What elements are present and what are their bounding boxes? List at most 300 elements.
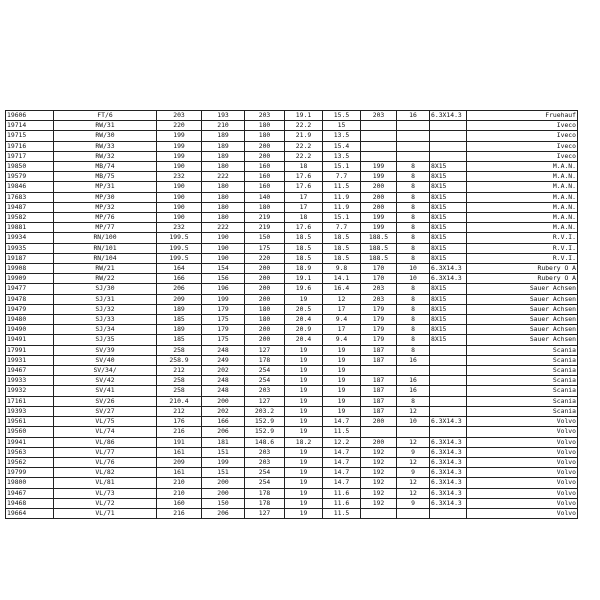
- model-code-cell: VL/71: [54, 508, 157, 518]
- dimension-e-cell: 18.5: [323, 253, 361, 263]
- dimension-a-cell: 212: [157, 406, 202, 416]
- hole-size-cell: 8X15: [430, 172, 467, 182]
- manufacturer-cell: M.A.N.: [467, 202, 578, 212]
- dimension-c-cell: 180: [245, 304, 285, 314]
- holes-cell: 8: [397, 345, 430, 355]
- part-number-cell: 19941: [6, 437, 54, 447]
- hole-size-cell: 8X15: [430, 335, 467, 345]
- manufacturer-cell: Volvo: [467, 488, 578, 498]
- pitch-circle-cell: 187: [361, 355, 397, 365]
- manufacturer-cell: Scania: [467, 366, 578, 376]
- holes-cell: 8: [397, 396, 430, 406]
- pitch-circle-cell: 203: [361, 284, 397, 294]
- pitch-circle-cell: 199: [361, 213, 397, 223]
- dimension-d-cell: 17: [285, 202, 323, 212]
- holes-cell: 8: [397, 223, 430, 233]
- table-row: [6, 233, 578, 243]
- model-code-cell: SV/26: [54, 396, 157, 406]
- holes-cell: 10: [397, 274, 430, 284]
- part-number-cell: 19909: [6, 274, 54, 284]
- hole-size-cell: 6.3X14.3: [430, 478, 467, 488]
- dimension-a-cell: 199.5: [157, 233, 202, 243]
- pitch-circle-cell: 179: [361, 315, 397, 325]
- holes-cell: 9: [397, 447, 430, 457]
- pitch-circle-cell: 200: [361, 182, 397, 192]
- dimension-c-cell: 127: [245, 345, 285, 355]
- dimension-b-cell: 180: [202, 192, 245, 202]
- pitch-circle-cell: 200: [361, 437, 397, 447]
- part-number-cell: 19799: [6, 468, 54, 478]
- holes-cell: 16: [397, 376, 430, 386]
- dimension-b-cell: 151: [202, 468, 245, 478]
- dimension-a-cell: 210: [157, 478, 202, 488]
- dimension-a-cell: 210.4: [157, 396, 202, 406]
- part-number-cell: 19932: [6, 386, 54, 396]
- part-number-cell: 19560: [6, 427, 54, 437]
- dimension-c-cell: 152.9: [245, 417, 285, 427]
- part-number-cell: 19490: [6, 325, 54, 335]
- part-number-cell: 19714: [6, 121, 54, 131]
- part-number-cell: 19881: [6, 223, 54, 233]
- pitch-circle-cell: [361, 121, 397, 131]
- hole-size-cell: [430, 141, 467, 151]
- dimension-d-cell: 22.2: [285, 151, 323, 161]
- dimension-e-cell: 19: [323, 366, 361, 376]
- dimension-d-cell: 19: [285, 447, 323, 457]
- dimension-b-cell: 150: [202, 498, 245, 508]
- dimension-c-cell: 178: [245, 498, 285, 508]
- part-number-cell: 19935: [6, 243, 54, 253]
- dimension-b-cell: 180: [202, 162, 245, 172]
- hole-size-cell: [430, 376, 467, 386]
- part-number-cell: 19477: [6, 284, 54, 294]
- hole-size-cell: 8X15: [430, 233, 467, 243]
- dimension-e-cell: 12.2: [323, 437, 361, 447]
- manufacturer-cell: Rubery O A: [467, 264, 578, 274]
- dimension-a-cell: 161: [157, 468, 202, 478]
- manufacturer-cell: Volvo: [467, 427, 578, 437]
- holes-cell: [397, 131, 430, 141]
- holes-cell: 12: [397, 478, 430, 488]
- pitch-circle-cell: 192: [361, 478, 397, 488]
- table-row: [6, 406, 578, 416]
- dimension-b-cell: 156: [202, 274, 245, 284]
- dimension-c-cell: 254: [245, 366, 285, 376]
- part-number-cell: 19931: [6, 355, 54, 365]
- dimension-a-cell: 199.5: [157, 253, 202, 263]
- table-row: [6, 376, 578, 386]
- hole-size-cell: [430, 366, 467, 376]
- hole-size-cell: [430, 427, 467, 437]
- dimension-c-cell: 200: [245, 274, 285, 284]
- dimension-d-cell: 19.1: [285, 111, 323, 121]
- manufacturer-cell: Scania: [467, 376, 578, 386]
- table-row: [6, 284, 578, 294]
- table-row: [6, 264, 578, 274]
- manufacturer-cell: Volvo: [467, 457, 578, 467]
- pitch-circle-cell: 170: [361, 274, 397, 284]
- manufacturer-cell: Iveco: [467, 151, 578, 161]
- dimension-c-cell: 140: [245, 192, 285, 202]
- dimension-b-cell: 196: [202, 284, 245, 294]
- part-number-cell: 19582: [6, 213, 54, 223]
- pitch-circle-cell: [361, 131, 397, 141]
- model-code-cell: MP/30: [54, 192, 157, 202]
- dimension-c-cell: 175: [245, 243, 285, 253]
- model-code-cell: VL/76: [54, 457, 157, 467]
- dimension-d-cell: 20.4: [285, 315, 323, 325]
- dimension-d-cell: 19: [285, 427, 323, 437]
- table-row: [6, 274, 578, 284]
- model-code-cell: VL/75: [54, 417, 157, 427]
- dimension-c-cell: 200: [245, 284, 285, 294]
- part-number-cell: 19467: [6, 488, 54, 498]
- part-number-cell: 19716: [6, 141, 54, 151]
- table-row: [6, 213, 578, 223]
- hole-size-cell: 6.3X14.3: [430, 111, 467, 121]
- model-code-cell: SJ/35: [54, 335, 157, 345]
- table-row: [6, 243, 578, 253]
- dimension-c-cell: 200: [245, 294, 285, 304]
- holes-cell: 8: [397, 182, 430, 192]
- model-code-cell: RW/21: [54, 264, 157, 274]
- table-row: [6, 366, 578, 376]
- table-row: [6, 202, 578, 212]
- table-row: [6, 417, 578, 427]
- table-body: [6, 111, 578, 519]
- dimension-b-cell: 154: [202, 264, 245, 274]
- model-code-cell: RW/30: [54, 131, 157, 141]
- table-row: [6, 508, 578, 518]
- table-row: [6, 304, 578, 314]
- dimension-a-cell: 199: [157, 131, 202, 141]
- dimension-a-cell: 212: [157, 366, 202, 376]
- part-number-cell: 19479: [6, 304, 54, 314]
- table-row: [6, 468, 578, 478]
- dimension-d-cell: 17.6: [285, 172, 323, 182]
- hole-size-cell: [430, 345, 467, 355]
- dimension-a-cell: 199: [157, 151, 202, 161]
- table-row: [6, 223, 578, 233]
- holes-cell: 9: [397, 498, 430, 508]
- table-row: [6, 253, 578, 263]
- part-number-cell: 19717: [6, 151, 54, 161]
- hole-size-cell: 6.3X14.3: [430, 457, 467, 467]
- pitch-circle-cell: [361, 141, 397, 151]
- dimension-c-cell: 160: [245, 162, 285, 172]
- table-row: [6, 345, 578, 355]
- dimension-e-cell: 19: [323, 386, 361, 396]
- pitch-circle-cell: 203: [361, 294, 397, 304]
- dimension-b-cell: 175: [202, 335, 245, 345]
- hole-size-cell: [430, 386, 467, 396]
- model-code-cell: RW/22: [54, 274, 157, 284]
- dimension-e-cell: 14.7: [323, 478, 361, 488]
- dimension-a-cell: 258: [157, 386, 202, 396]
- part-number-cell: 19606: [6, 111, 54, 121]
- holes-cell: [397, 141, 430, 151]
- dimension-e-cell: 17: [323, 304, 361, 314]
- dimension-d-cell: 18: [285, 213, 323, 223]
- model-code-cell: SV/41: [54, 386, 157, 396]
- dimension-d-cell: 19.6: [285, 284, 323, 294]
- dimension-c-cell: 200: [245, 151, 285, 161]
- holes-cell: 8: [397, 304, 430, 314]
- dimension-a-cell: 216: [157, 427, 202, 437]
- dimension-d-cell: 18.2: [285, 437, 323, 447]
- dimension-e-cell: 12: [323, 294, 361, 304]
- hole-size-cell: 8X15: [430, 213, 467, 223]
- holes-cell: 10: [397, 417, 430, 427]
- manufacturer-cell: Scania: [467, 345, 578, 355]
- hole-size-cell: 8X15: [430, 294, 467, 304]
- manufacturer-cell: Volvo: [467, 498, 578, 508]
- hole-size-cell: 8X15: [430, 253, 467, 263]
- holes-cell: 8: [397, 284, 430, 294]
- manufacturer-cell: Volvo: [467, 468, 578, 478]
- dimension-a-cell: 166: [157, 274, 202, 284]
- dimension-a-cell: 185: [157, 315, 202, 325]
- holes-cell: 8: [397, 213, 430, 223]
- dimension-d-cell: 19: [285, 386, 323, 396]
- hole-size-cell: 8X15: [430, 162, 467, 172]
- hole-size-cell: 8X15: [430, 192, 467, 202]
- dimension-d-cell: 20.5: [285, 304, 323, 314]
- table-row: [6, 294, 578, 304]
- model-code-cell: SJ/31: [54, 294, 157, 304]
- table-row: [6, 355, 578, 365]
- dimension-e-cell: 9.8: [323, 264, 361, 274]
- dimension-c-cell: 219: [245, 213, 285, 223]
- dimension-a-cell: 160: [157, 498, 202, 508]
- table-row: [6, 335, 578, 345]
- dimension-c-cell: 203: [245, 457, 285, 467]
- model-code-cell: VL/86: [54, 437, 157, 447]
- part-number-cell: 19187: [6, 253, 54, 263]
- dimension-d-cell: 19: [285, 508, 323, 518]
- dimension-a-cell: 199.5: [157, 243, 202, 253]
- manufacturer-cell: Sauer Achsen: [467, 294, 578, 304]
- pitch-circle-cell: 188.5: [361, 253, 397, 263]
- pitch-circle-cell: [361, 427, 397, 437]
- dimension-b-cell: 151: [202, 447, 245, 457]
- dimension-e-cell: 14.7: [323, 457, 361, 467]
- table-row: [6, 121, 578, 131]
- holes-cell: [397, 151, 430, 161]
- pitch-circle-cell: 187: [361, 376, 397, 386]
- model-code-cell: SJ/32: [54, 304, 157, 314]
- hole-size-cell: 6.3X14.3: [430, 437, 467, 447]
- holes-cell: 8: [397, 162, 430, 172]
- pitch-circle-cell: 187: [361, 396, 397, 406]
- dimension-e-cell: 11.9: [323, 192, 361, 202]
- dimension-b-cell: 206: [202, 508, 245, 518]
- manufacturer-cell: M.A.N.: [467, 172, 578, 182]
- part-number-cell: 19467: [6, 366, 54, 376]
- dimension-e-cell: 14.7: [323, 447, 361, 457]
- dimension-d-cell: 19: [285, 366, 323, 376]
- dimension-b-cell: 202: [202, 366, 245, 376]
- hole-size-cell: 6.3X14.3: [430, 488, 467, 498]
- part-number-cell: 17683: [6, 192, 54, 202]
- dimension-b-cell: 189: [202, 141, 245, 151]
- dimension-a-cell: 209: [157, 294, 202, 304]
- dimension-e-cell: 16.4: [323, 284, 361, 294]
- dimension-a-cell: 199: [157, 141, 202, 151]
- dimension-c-cell: 180: [245, 121, 285, 131]
- dimension-c-cell: 148.6: [245, 437, 285, 447]
- pitch-circle-cell: [361, 151, 397, 161]
- model-code-cell: RW/33: [54, 141, 157, 151]
- part-number-cell: 19561: [6, 417, 54, 427]
- part-number-cell: 19664: [6, 508, 54, 518]
- hole-size-cell: [430, 406, 467, 416]
- part-number-cell: 19393: [6, 406, 54, 416]
- dimension-d-cell: 22.2: [285, 121, 323, 131]
- dimension-c-cell: 203: [245, 447, 285, 457]
- dimension-b-cell: 166: [202, 417, 245, 427]
- dimension-a-cell: 190: [157, 213, 202, 223]
- dimension-c-cell: 152.9: [245, 427, 285, 437]
- dimension-c-cell: 203: [245, 386, 285, 396]
- holes-cell: [397, 508, 430, 518]
- dimension-e-cell: 13.5: [323, 131, 361, 141]
- dimension-a-cell: 189: [157, 304, 202, 314]
- holes-cell: 12: [397, 457, 430, 467]
- holes-cell: 8: [397, 202, 430, 212]
- part-number-cell: 19480: [6, 315, 54, 325]
- table-row: [6, 427, 578, 437]
- dimension-a-cell: 190: [157, 202, 202, 212]
- table-row: [6, 437, 578, 447]
- dimension-e-cell: 19: [323, 355, 361, 365]
- dimension-e-cell: 11.5: [323, 508, 361, 518]
- pitch-circle-cell: 187: [361, 406, 397, 416]
- dimension-e-cell: 18.5: [323, 243, 361, 253]
- dimension-e-cell: 7.7: [323, 223, 361, 233]
- dimension-c-cell: 254: [245, 376, 285, 386]
- model-code-cell: SV/40: [54, 355, 157, 365]
- model-code-cell: MP/32: [54, 202, 157, 212]
- model-code-cell: SV/39: [54, 345, 157, 355]
- dimension-a-cell: 232: [157, 223, 202, 233]
- model-code-cell: VL/81: [54, 478, 157, 488]
- holes-cell: 9: [397, 468, 430, 478]
- dimension-c-cell: 254: [245, 478, 285, 488]
- part-number-cell: 17991: [6, 345, 54, 355]
- holes-cell: 16: [397, 386, 430, 396]
- dimension-b-cell: 248: [202, 376, 245, 386]
- dimension-a-cell: 210: [157, 488, 202, 498]
- hole-size-cell: 8X15: [430, 284, 467, 294]
- dimension-d-cell: 19: [285, 498, 323, 508]
- manufacturer-cell: Sauer Achsen: [467, 315, 578, 325]
- dimension-a-cell: 216: [157, 508, 202, 518]
- manufacturer-cell: M.A.N.: [467, 223, 578, 233]
- table-row: [6, 131, 578, 141]
- table-row: [6, 325, 578, 335]
- dimension-d-cell: 19: [285, 376, 323, 386]
- table-row: [6, 478, 578, 488]
- pitch-circle-cell: 179: [361, 325, 397, 335]
- dimension-c-cell: 127: [245, 396, 285, 406]
- pitch-circle-cell: 179: [361, 304, 397, 314]
- part-number-cell: 19850: [6, 162, 54, 172]
- manufacturer-cell: Scania: [467, 396, 578, 406]
- pitch-circle-cell: 200: [361, 417, 397, 427]
- pitch-circle-cell: 203: [361, 111, 397, 121]
- pitch-circle-cell: 192: [361, 447, 397, 457]
- pitch-circle-cell: 199: [361, 162, 397, 172]
- holes-cell: 8: [397, 233, 430, 243]
- holes-cell: 16: [397, 111, 430, 121]
- dimension-b-cell: 180: [202, 202, 245, 212]
- dimension-b-cell: 193: [202, 111, 245, 121]
- parts-spec-table: [5, 110, 578, 519]
- dimension-e-cell: 18.5: [323, 233, 361, 243]
- dimension-b-cell: 200: [202, 488, 245, 498]
- dimension-e-cell: 7.7: [323, 172, 361, 182]
- manufacturer-cell: Sauer Achsen: [467, 304, 578, 314]
- dimension-c-cell: 254: [245, 468, 285, 478]
- manufacturer-cell: Iveco: [467, 141, 578, 151]
- dimension-b-cell: 222: [202, 172, 245, 182]
- table-row: [6, 192, 578, 202]
- dimension-d-cell: 17.6: [285, 182, 323, 192]
- holes-cell: 8: [397, 325, 430, 335]
- table-row: [6, 141, 578, 151]
- manufacturer-cell: Volvo: [467, 447, 578, 457]
- dimension-c-cell: 178: [245, 355, 285, 365]
- manufacturer-cell: Volvo: [467, 478, 578, 488]
- dimension-c-cell: 200: [245, 264, 285, 274]
- table-row: [6, 182, 578, 192]
- hole-size-cell: 8X15: [430, 304, 467, 314]
- hole-size-cell: 6.3X14.3: [430, 274, 467, 284]
- manufacturer-cell: Sauer Achsen: [467, 335, 578, 345]
- part-number-cell: 19487: [6, 202, 54, 212]
- part-number-cell: 19933: [6, 376, 54, 386]
- pitch-circle-cell: 170: [361, 264, 397, 274]
- dimension-e-cell: 11.6: [323, 498, 361, 508]
- dimension-c-cell: 203: [245, 111, 285, 121]
- holes-cell: [397, 121, 430, 131]
- part-number-cell: 19491: [6, 335, 54, 345]
- pitch-circle-cell: 192: [361, 488, 397, 498]
- dimension-e-cell: 11.9: [323, 202, 361, 212]
- hole-size-cell: [430, 396, 467, 406]
- pitch-circle-cell: 200: [361, 192, 397, 202]
- dimension-e-cell: 11.5: [323, 182, 361, 192]
- dimension-a-cell: 191: [157, 437, 202, 447]
- dimension-c-cell: 160: [245, 182, 285, 192]
- part-number-cell: 19800: [6, 478, 54, 488]
- dimension-d-cell: 22.2: [285, 141, 323, 151]
- part-number-cell: 19478: [6, 294, 54, 304]
- dimension-b-cell: 179: [202, 304, 245, 314]
- hole-size-cell: [430, 355, 467, 365]
- dimension-e-cell: 19: [323, 345, 361, 355]
- dimension-a-cell: 220: [157, 121, 202, 131]
- model-code-cell: RN/101: [54, 243, 157, 253]
- manufacturer-cell: Rubery O A: [467, 274, 578, 284]
- pitch-circle-cell: [361, 508, 397, 518]
- holes-cell: 8: [397, 172, 430, 182]
- manufacturer-cell: Volvo: [467, 437, 578, 447]
- holes-cell: 8: [397, 192, 430, 202]
- dimension-b-cell: 199: [202, 294, 245, 304]
- part-number-cell: 19846: [6, 182, 54, 192]
